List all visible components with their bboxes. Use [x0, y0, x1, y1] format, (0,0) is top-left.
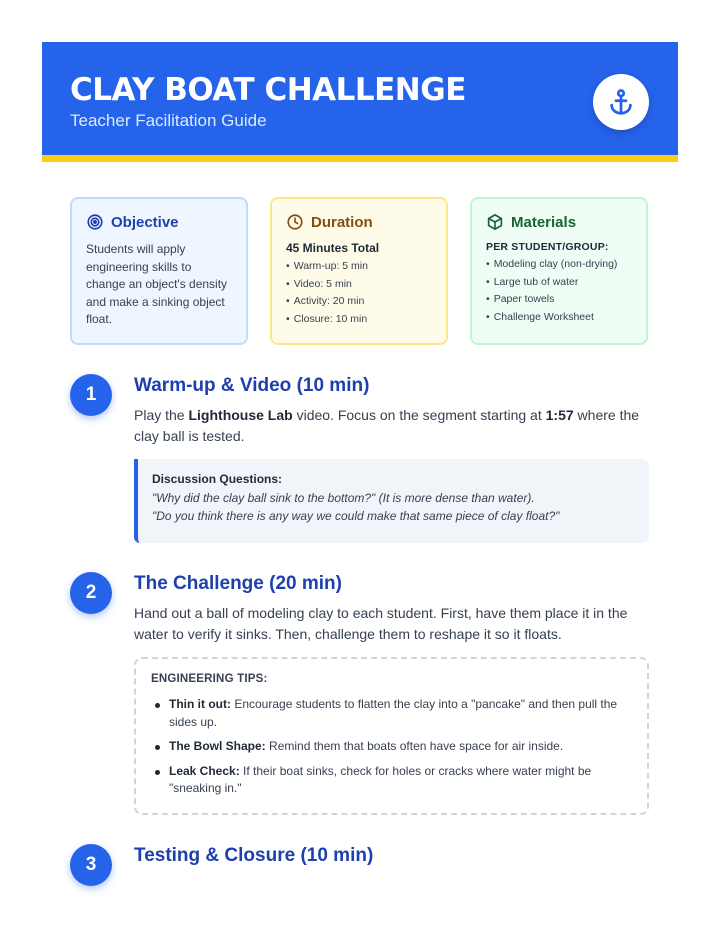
tips-label: ENGINEERING TIPS:	[151, 673, 268, 685]
step-1-title: Warm-up & Video (10 min)	[134, 375, 370, 396]
objective-card	[70, 197, 248, 345]
tip-heading: The Bowl Shape:	[169, 739, 266, 753]
list-item: • Warm-up: 5 min	[286, 258, 432, 276]
list-item	[151, 763, 632, 798]
step-2-number: 2	[70, 572, 112, 614]
materials-list	[486, 256, 632, 326]
materials-heading	[486, 213, 632, 231]
header-banner	[42, 42, 678, 162]
duration-list	[286, 258, 432, 328]
step-2-text: Hand out a ball of modeling clay to each student. First, have them place it in the water to verify it sinks. Then, challenge them to reshape it so it floats.	[134, 605, 628, 642]
discussion-question: "Why did the clay ball sink to the bottom?" (It is more dense than water).	[152, 491, 535, 505]
duration-card	[270, 197, 448, 345]
list-item	[151, 696, 632, 731]
text-segment: video. Focus on the segment starting at	[292, 407, 546, 423]
list-item: • Large tub of water	[486, 274, 632, 292]
duration-title: Duration	[311, 213, 373, 231]
tip-heading: Thin it out:	[169, 697, 231, 711]
video-name: Lighthouse Lab	[188, 407, 293, 423]
timestamp: 1:57	[545, 407, 574, 423]
discussion-question: "Do you think there is any way we could make that same piece of clay float?"	[152, 508, 560, 523]
engineering-tips-box	[134, 657, 649, 815]
text-segment: where the clay ball is tested.	[134, 407, 640, 444]
list-item: • Paper towels	[486, 291, 632, 309]
materials-title: Materials	[511, 213, 577, 231]
step-1-number: 1	[70, 374, 112, 416]
discussion-label: Discussion Questions:	[152, 472, 283, 486]
target-icon	[86, 213, 104, 231]
list-item: • Video: 5 min	[286, 276, 432, 294]
clock-icon	[286, 213, 304, 231]
list-item	[151, 738, 632, 756]
text-segment: Play the	[134, 407, 189, 423]
step-3-title: Testing & Closure (10 min)	[134, 845, 374, 866]
tip-heading: Leak Check:	[169, 763, 240, 778]
page-subtitle: Teacher Facilitation Guide	[70, 111, 267, 130]
materials-card	[470, 197, 648, 345]
tip-text: Encourage students to flatten the clay into a "pancake" and then pull the sides up.	[169, 697, 618, 729]
step-1-text	[134, 405, 654, 447]
tip-text: If their boat sinks, check for holes or cracks where water might be "sneaking in."	[169, 763, 592, 795]
anchor-icon	[606, 87, 636, 117]
step-2-title: The Challenge (20 min)	[134, 573, 342, 594]
anchor-badge	[593, 74, 649, 130]
tip-text: Remind them that boats often have space for air inside.	[265, 739, 564, 753]
objective-text: Students will apply engineering skills to change an object's density and make a sinking object float.	[86, 242, 228, 326]
objective-title: Objective	[111, 213, 179, 231]
box-icon	[486, 213, 504, 231]
tips-list	[151, 696, 632, 798]
page-title: CLAY BOAT CHALLENGE	[70, 72, 466, 108]
step-3-number: 3	[70, 844, 112, 886]
list-item: • Closure: 10 min	[286, 311, 432, 329]
duration-total: 45 Minutes Total	[286, 241, 380, 255]
list-item: • Activity: 20 min	[286, 293, 432, 311]
duration-heading	[286, 213, 432, 231]
objective-heading	[86, 213, 232, 231]
discussion-box	[134, 459, 649, 543]
list-item: • Modeling clay (non-drying)	[486, 256, 632, 274]
materials-subhead: PER STUDENT/GROUP:	[486, 241, 609, 253]
list-item: • Challenge Worksheet	[486, 309, 632, 327]
